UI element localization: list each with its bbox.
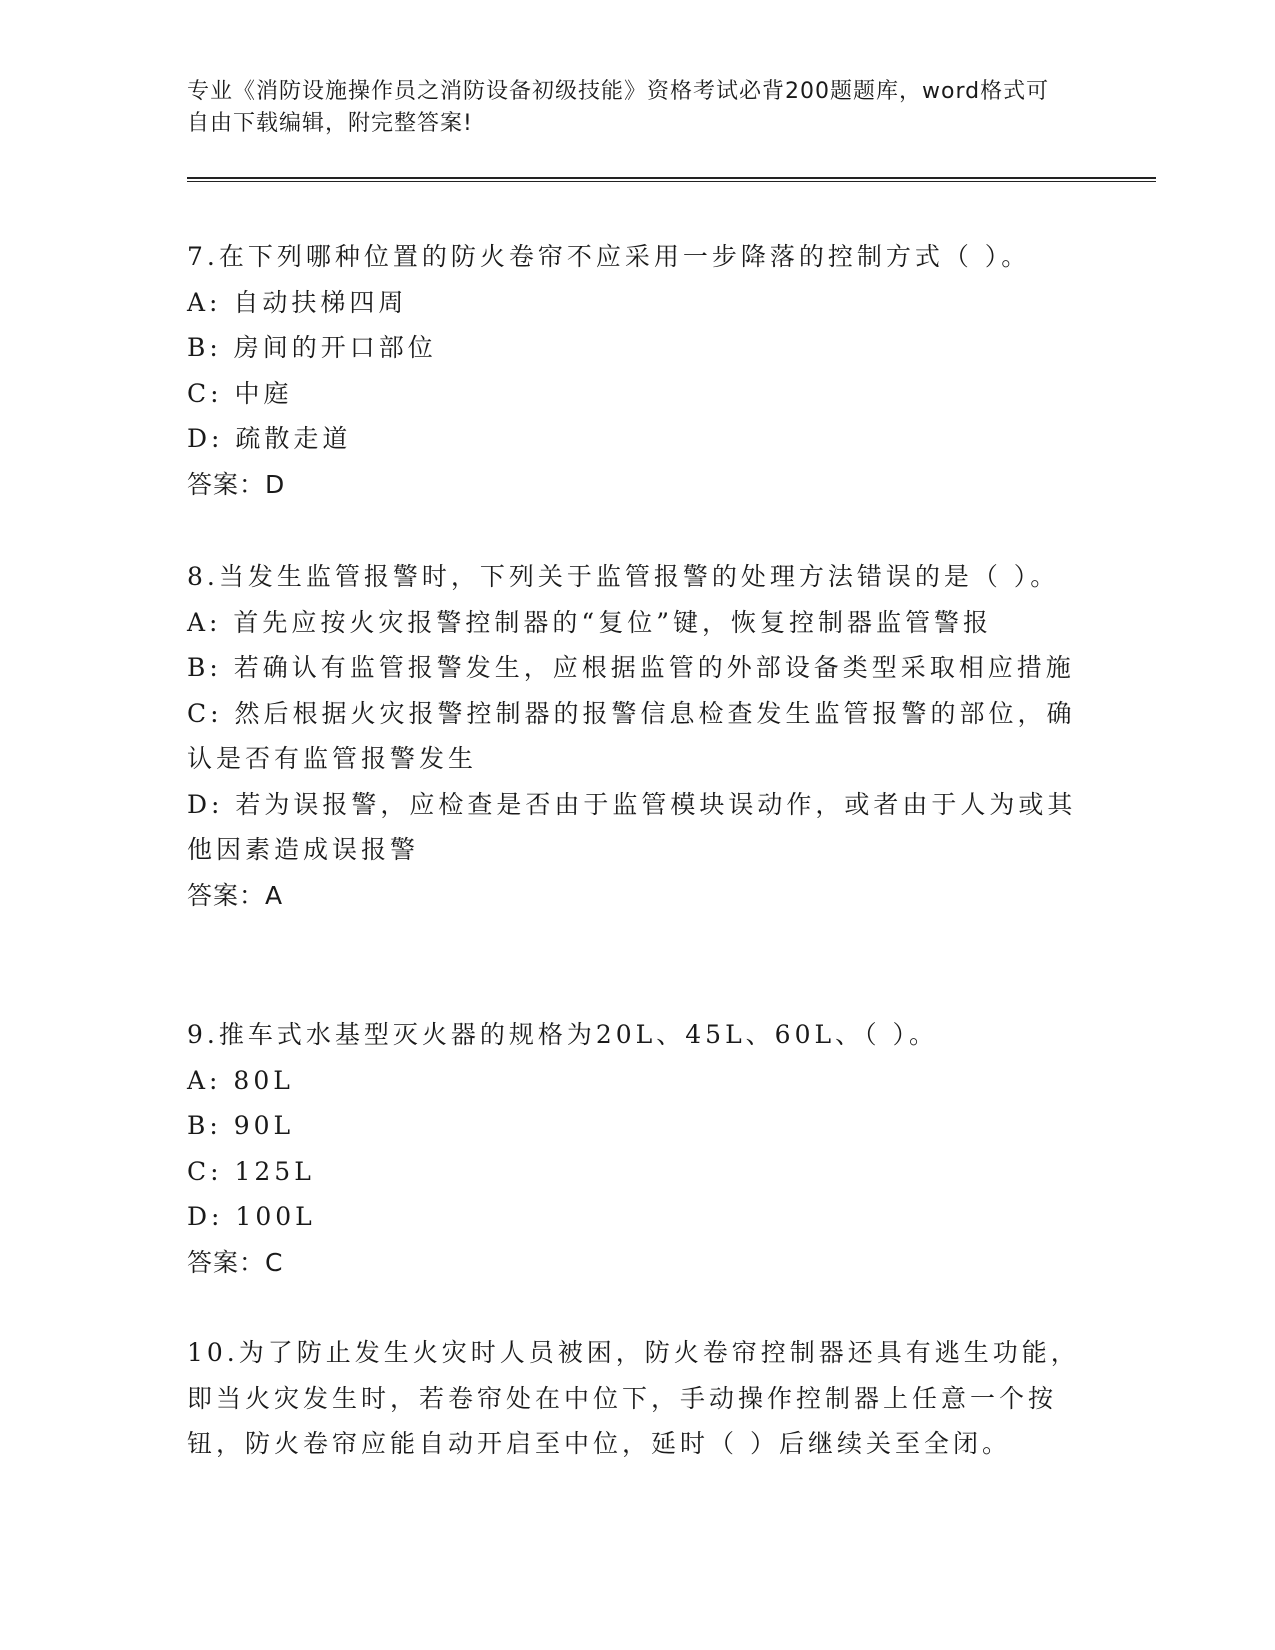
header-divider xyxy=(187,177,1156,182)
question-stem: 8.当发生监管报警时，下列关于监管报警的处理方法错误的是（ ）。 xyxy=(187,562,1060,591)
option-d: D: 100L xyxy=(187,1202,316,1231)
answer: 答案：A xyxy=(187,880,284,910)
option-c: C: 然后根据火灾报警控制器的报警信息检查发生监管报警的部位，确认是否有监管报警发生 xyxy=(187,698,1076,773)
option-c: C: 125L xyxy=(187,1156,315,1186)
question-7 xyxy=(187,234,1087,507)
question-stem: 10.为了防止发生火灾时人员被困，防火卷帘控制器还具有逃生功能，即当火灾发生时，若卷帘处在中位下，手动操作控制器上任意一个按钮，防火卷帘应能自动开启至中位，延时（ ）后继续关至全闭。 xyxy=(187,1338,1080,1458)
option-a: A: 80L xyxy=(187,1065,294,1095)
option-d: D: 疏散走道 xyxy=(187,424,352,453)
question-stem: 7.在下列哪种位置的防火卷帘不应采用一步降落的控制方式（ ）。 xyxy=(187,242,1031,271)
option-a: A: 首先应按火灾报警控制器的“复位”键，恢复控制器监管警报 xyxy=(187,607,992,637)
option-d: D: 若为误报警，应检查是否由于监管模块误动作，或者由于人为或其他因素造成误报警 xyxy=(187,789,1077,864)
question-9 xyxy=(187,1012,1087,1285)
question-stem: 9.推车式水基型灭火器的规格为20L、45L、60L、（ ）。 xyxy=(187,1020,939,1049)
question-10 xyxy=(187,1330,1087,1467)
answer: 答案：C xyxy=(187,1247,284,1277)
option-c: C: 中庭 xyxy=(187,378,293,408)
document-header: 专业《消防设施操作员之消防设备初级技能》资格考试必背200题题库，word格式可自由下载编辑，附完整答案! xyxy=(187,79,1050,136)
option-b: B: 若确认有监管报警发生，应根据监管的外部设备类型采取相应措施 xyxy=(187,653,1075,682)
answer: 答案：D xyxy=(187,469,286,499)
option-b: B: 90L xyxy=(187,1111,295,1140)
option-a: A: 自动扶梯四周 xyxy=(187,287,408,317)
question-8 xyxy=(187,554,1087,918)
option-b: B: 房间的开口部位 xyxy=(187,333,437,362)
